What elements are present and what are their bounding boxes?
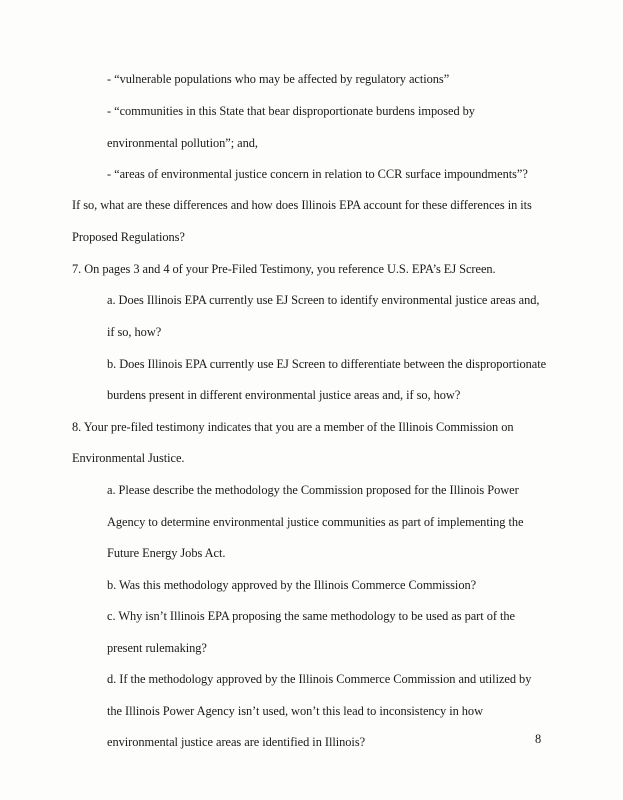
question-7a: a. Does Illinois EPA currently use EJ Screen to identify environmental justice areas and,: [107, 293, 540, 307]
text-line: if so, how?: [107, 325, 162, 339]
text-line: burdens present in different environmental justice areas and, if so, how?: [107, 388, 461, 402]
text-line: - “communities in this State that bear disproportionate burdens imposed by: [107, 104, 475, 118]
question-8c: c. Why isn’t Illinois EPA proposing the same methodology to be used as part of the: [107, 609, 515, 623]
question-8: 8. Your pre-filed testimony indicates that you are a member of the Illinois Commission on: [72, 420, 514, 434]
text-line: environmental pollution”; and,: [107, 136, 258, 150]
question-8b: b. Was this methodology approved by the Illinois Commerce Commission?: [107, 578, 477, 592]
text-line: Agency to determine environmental justice communities as part of implementing the: [107, 515, 524, 529]
text-line: environmental justice areas are identified in Illinois?: [107, 735, 366, 749]
text-line: Future Energy Jobs Act.: [107, 546, 226, 560]
text-line: If so, what are these differences and how does Illinois EPA account for these differences in its: [72, 198, 532, 212]
page-number: 8: [535, 732, 542, 746]
text-line: the Illinois Power Agency isn’t used, won’t this lead to inconsistency in how: [107, 704, 483, 718]
text-line: present rulemaking?: [107, 641, 207, 655]
question-7: 7. On pages 3 and 4 of your Pre-Filed Testimony, you reference U.S. EPA’s EJ Screen.: [72, 262, 496, 276]
question-8d: d. If the methodology approved by the Illinois Commerce Commission and utilized by: [107, 672, 532, 686]
text-line: Proposed Regulations?: [72, 230, 185, 244]
text-line: Environmental Justice.: [72, 451, 185, 465]
text-line: - “areas of environmental justice concern in relation to CCR surface impoundments”?: [107, 167, 528, 181]
question-7b: b. Does Illinois EPA currently use EJ Screen to differentiate between the disproportionate: [107, 357, 547, 371]
text-line: - “vulnerable populations who may be affected by regulatory actions”: [107, 72, 450, 86]
question-8a: a. Please describe the methodology the Commission proposed for the Illinois Power: [107, 483, 519, 497]
